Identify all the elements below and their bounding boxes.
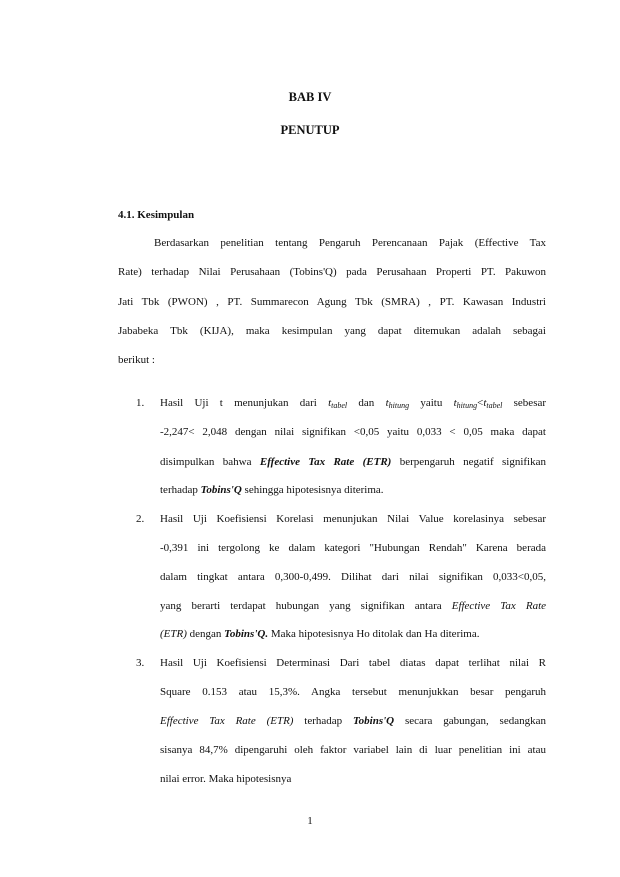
item-line: sisanya 84,7% dipengaruhi oleh faktor variabel lain di luar penelitian ini atau — [160, 744, 546, 756]
chapter-title: PENUTUP — [280, 123, 340, 137]
page-number: 1 — [307, 815, 313, 827]
item-line: -0,391 ini tergolong ke dalam kategori "Hubungan Rendah" Karena berada — [160, 542, 546, 554]
item-line: (ETR) dengan Tobins'Q. Maka hipotesisnya Ho ditolak dan Ha diterima. — [160, 628, 480, 640]
item-line: Effective Tax Rate (ETR) terhadap Tobins'Q secara gabungan, sedangkan — [160, 715, 546, 727]
intro-line: Rate) terhadap Nilai Perusahaan (Tobins'Q) pada Perusahaan Properti PT. Pakuwon — [118, 266, 546, 278]
chapter-heading: BAB IV — [288, 90, 332, 104]
intro-line: Berdasarkan penelitian tentang Pengaruh Perencanaan Pajak (Effective Tax — [154, 237, 546, 249]
item-line: nilai error. Maka hipotesisnya — [160, 773, 292, 785]
item-line: disimpulkan bahwa Effective Tax Rate (ETR) berpengaruh negatif signifikan — [160, 456, 546, 468]
item-line: terhadap Tobins'Q sehingga hipotesisnya diterima. — [160, 484, 384, 496]
item-number: 1. — [136, 397, 145, 409]
intro-line: berikut : — [118, 354, 155, 366]
intro-line: Jati Tbk (PWON) , PT. Summarecon Agung Tbk (SMRA) , PT. Kawasan Industri — [118, 296, 546, 308]
item-number: 2. — [136, 513, 145, 525]
item-line: Hasil Uji Koefisiensi Korelasi menunjukan Nilai Value korelasinya sebesar — [160, 513, 546, 525]
item-line: Square 0.153 atau 15,3%. Angka tersebut menunjukkan besar pengaruh — [160, 686, 546, 698]
intro-line: Jababeka Tbk (KIJA), maka kesimpulan yang dapat ditemukan adalah sebagai — [118, 325, 546, 337]
item-line: Hasil Uji t menunjukan dari $t_{tabel}$ dan $t_{hitung}$ yaitu $t_{hitung}<t_{tabel}$ sebesar — [160, 397, 547, 410]
item-line: dalam tingkat antara 0,300-0,499. Dilihat dari nilai signifikan 0,033<0,05, — [160, 571, 546, 583]
item-line: -2,247< 2,048 dengan nilai signifikan <0,05 yaitu 0,033 < 0,05 maka dapat — [160, 426, 546, 438]
section-title: 4.1. Kesimpulan — [118, 209, 195, 221]
item-line: yang berarti terdapat hubungan yang signifikan antara Effective Tax Rate — [160, 600, 547, 612]
item-number: 3. — [136, 657, 145, 669]
item-line: Hasil Uji Koefisiensi Determinasi Dari tabel diatas dapat terlihat nilai R — [160, 657, 546, 669]
